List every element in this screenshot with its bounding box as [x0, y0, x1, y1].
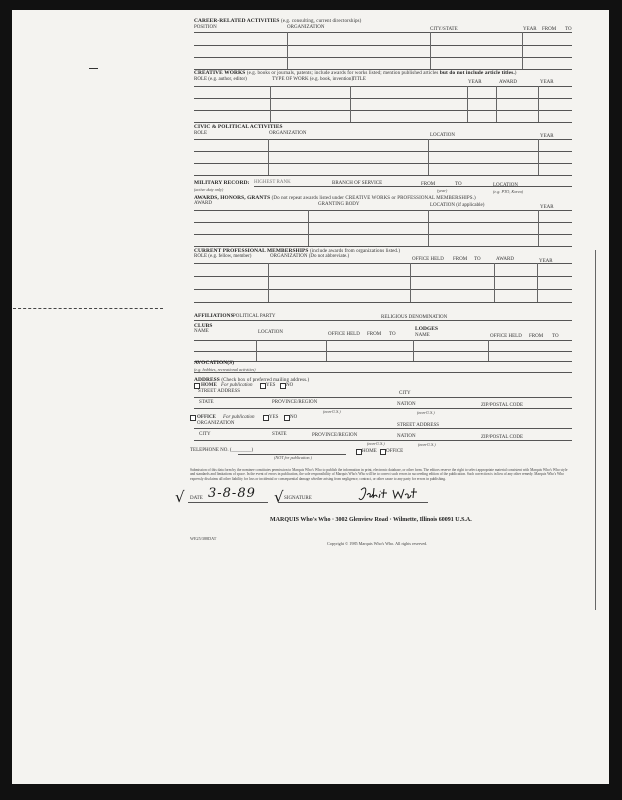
clubs-row-line — [194, 340, 572, 341]
signature-label: SIGNATURE — [284, 496, 312, 501]
form-code: WE25/388DAT — [190, 536, 217, 541]
career-col-from: FROM — [542, 27, 557, 32]
footer-address: MARQUIS Who's Who · 3002 Glenview Road · Wilmette, Illinois 60091 U.S.A. — [270, 517, 472, 523]
military-highest-rank: HIGHEST RANK — [254, 180, 291, 185]
memberships-title: CURRENT PROFESSIONAL MEMBERSHIPS (include awards from organizations listed.) — [194, 248, 401, 254]
creative-col-divider — [538, 86, 539, 122]
civic-row-line — [194, 163, 572, 164]
office-label: OFFICE — [197, 415, 216, 420]
memberships-col-role: ROLE (e.g. fellow, member) — [194, 254, 252, 259]
memberships-col-year: YEAR — [539, 259, 553, 264]
creative-col-divider — [270, 86, 271, 122]
office-org-line — [194, 428, 572, 429]
home-label: HOME — [201, 383, 217, 388]
creative-col-year: YEAR — [468, 80, 482, 85]
military-location: LOCATION — [493, 183, 518, 188]
awards-row-line — [194, 222, 572, 223]
avocations-hint: (e.g. hobbies, recreational activities) — [194, 367, 256, 372]
memberships-col-divider — [268, 263, 269, 302]
home-state-line — [194, 408, 572, 409]
civic-row-line — [194, 139, 572, 140]
military-year-hint: (year) — [437, 188, 448, 193]
civic-col-divider — [428, 139, 429, 175]
awards-title: AWARDS, HONORS, GRANTS (Do not repeat awards listed under CREATIVE WORKS or PROFESSIONAL MEMBERSHIPS.) — [194, 195, 476, 201]
date-value: 3-8-89 — [208, 486, 256, 501]
creative-col-title: TITLE — [352, 77, 366, 82]
civic-row-line — [194, 175, 572, 176]
memberships-col-from: FROM — [453, 257, 468, 262]
military-location-hint: (e.g. PTO, Korea) — [493, 189, 524, 194]
clubs-col-divider — [326, 340, 327, 361]
civic-col-year: YEAR — [540, 134, 554, 139]
career-row-line — [194, 32, 572, 33]
creative-row-line — [194, 122, 572, 123]
creative-col-role: ROLE (e.g. author, editor) — [194, 77, 247, 82]
career-col-to: TO — [565, 27, 572, 32]
clubs-col-name: NAME — [194, 329, 209, 334]
office-nation-non-us: (non-U.S.) — [418, 442, 436, 447]
affiliations-title: AFFILIATIONS — [194, 313, 234, 319]
date-line — [188, 502, 268, 503]
memberships-col-to: TO — [474, 257, 481, 262]
career-row-line — [194, 45, 572, 46]
awards-col-divider — [308, 210, 309, 246]
awards-col-year: YEAR — [540, 205, 554, 210]
telephone-label: TELEPHONE NO. (________) — [190, 448, 254, 453]
lodges-col-office: OFFICE HELD — [490, 334, 522, 339]
lodges-col-name: NAME — [415, 333, 430, 338]
home-city-label: CITY — [399, 391, 411, 396]
creative-col-type: TYPE OF WORK (e.g. book, invention) — [272, 77, 354, 82]
creative-col-divider — [496, 86, 497, 122]
lodges-col-from: FROM — [529, 334, 544, 339]
awards-col-granting-body: GRANTING BODY — [318, 202, 360, 207]
telephone-not-for-pub: (NOT for publication.) — [274, 455, 312, 460]
clubs-col-divider — [256, 340, 257, 361]
disclaimer-text: Submission of this data form by the nominee constitutes permission to Marquis Who's Who to publish the information in print, electronic database, or other form. The editors reserve the right to select appropriate material consistent with Marquis Who's Who style and standards and limitations of space. In the event of errors in publication, the sole responsibility of Marquis Who's Who will be to correct such errors in succeeding edition of the publication. Such correction is in lieu of any other remedy. Marquis Who's Who expressly disclaims all other liability for loss or incidental or consequential damage whether arising from negligence, contract, or other cause to any party for errors in publishing. — [190, 468, 568, 481]
copyright: Copyright © 1985 Marquis Who's Who. All rights reserved. — [327, 541, 428, 546]
career-col-organization: ORGANIZATION — [287, 25, 325, 30]
career-row-line — [194, 57, 572, 58]
handwritten-signature — [357, 484, 425, 504]
civic-col-divider — [538, 139, 539, 175]
office-for-publication: For publication — [223, 415, 255, 420]
home-province-label: PROVINCE/REGION — [272, 400, 318, 405]
office-street-label: STREET ADDRESS — [397, 423, 439, 428]
affiliations-line — [194, 320, 572, 321]
military-from: FROM — [421, 182, 436, 187]
home-for-publication: For publication — [221, 383, 253, 388]
career-title: CAREER-RELATED ACTIVITIES (e.g. consulting, current directorships) — [194, 18, 362, 24]
office-yes-label: YES — [269, 415, 279, 420]
creative-row-line — [194, 98, 572, 99]
memberships-col-award: AWARD — [496, 257, 514, 262]
memberships-col-divider — [494, 263, 495, 302]
awards-col-location: LOCATION (if applicable) — [430, 203, 485, 208]
clubs-col-to: TO — [389, 332, 396, 337]
margin-tick — [89, 68, 98, 69]
civic-col-organization: ORGANIZATION — [269, 131, 307, 136]
memberships-col-divider — [537, 263, 538, 302]
creative-col-award: AWARD — [499, 80, 517, 85]
creative-row-line — [194, 86, 572, 87]
memberships-row-line — [194, 276, 572, 277]
signature-check-mark: √ — [274, 488, 284, 506]
home-no-label: NO — [286, 383, 294, 388]
home-zip-label: ZIP/POSTAL CODE — [481, 403, 524, 408]
lodges-title: LODGES — [415, 326, 439, 332]
creative-col-divider — [350, 86, 351, 122]
office-province-non-us: (non-U.S.) — [367, 441, 385, 446]
career-col-position: POSITION — [194, 25, 217, 30]
form-page — [12, 10, 609, 784]
awards-row-line — [194, 246, 572, 247]
home-yes-label: YES — [266, 383, 276, 388]
office-city-label: CITY — [199, 432, 211, 437]
telephone-office-label: OFFICE — [386, 449, 404, 454]
home-street-label: STREET ADDRESS — [198, 389, 240, 394]
office-state-label: STATE — [272, 432, 287, 437]
date-label: DATE — [190, 496, 203, 501]
memberships-row-line — [194, 302, 572, 303]
affiliations-political: POLITICAL PARTY — [233, 314, 276, 319]
awards-row-line — [194, 210, 572, 211]
clubs-col-divider — [488, 340, 489, 361]
home-nation-non-us: (non-U.S.) — [417, 410, 435, 415]
career-col-city-state: CITY/STATE — [430, 27, 458, 32]
lodges-col-to: TO — [552, 334, 559, 339]
military-branch: BRANCH OF SERVICE — [332, 181, 383, 186]
office-address-checkbox[interactable] — [190, 415, 196, 421]
margin-tick — [13, 308, 163, 309]
military-title: MILITARY RECORD: — [194, 180, 250, 186]
clubs-row-line — [194, 351, 572, 352]
creative-col-divider — [467, 86, 468, 122]
avocations-line — [194, 372, 572, 373]
awards-row-line — [194, 234, 572, 235]
clubs-title: CLUBS — [194, 323, 213, 329]
memberships-col-organization: ORGANIZATION (Do not abbreviate.) — [270, 254, 350, 259]
home-province-non-us: (non-U.S.) — [323, 409, 341, 414]
civic-col-location: LOCATION — [430, 133, 455, 138]
career-col-divider — [287, 32, 288, 69]
home-street-line — [194, 397, 572, 398]
memberships-row-line — [194, 289, 572, 290]
clubs-col-divider — [413, 340, 414, 361]
civic-col-divider — [268, 139, 269, 175]
office-nation-label: NATION — [397, 434, 416, 439]
avocations-title: AVOCATION(S) — [194, 360, 235, 366]
office-zip-label: ZIP/POSTAL CODE — [481, 435, 524, 440]
civic-col-role: ROLE — [194, 131, 208, 136]
office-province-label: PROVINCE/REGION — [312, 433, 358, 438]
military-active-duty: (active duty only) — [194, 187, 224, 192]
career-col-divider — [522, 32, 523, 69]
civic-row-line — [194, 151, 572, 152]
address-title: ADDRESS (Check box of preferred mailing address.) — [194, 377, 310, 383]
clubs-col-office: OFFICE HELD — [328, 332, 360, 337]
creative-row-line — [194, 110, 572, 111]
career-col-year: YEAR — [523, 27, 537, 32]
awards-col-divider — [538, 210, 539, 246]
creative-title: CREATIVE WORKS (e.g. books or journals, patents; include awards for works listed; mention published articles but do not include article titles.) — [194, 70, 517, 76]
military-line — [254, 186, 572, 187]
office-no-label: NO — [290, 415, 298, 420]
clubs-col-from: FROM — [367, 332, 382, 337]
awards-col-divider — [428, 210, 429, 246]
awards-col-award: AWARD — [194, 201, 212, 206]
affiliations-religious: RELIGIOUS DENOMINATION — [381, 315, 448, 320]
memberships-col-office: OFFICE HELD — [412, 257, 444, 262]
clubs-row-line — [194, 361, 572, 362]
memberships-col-divider — [410, 263, 411, 302]
memberships-row-line — [194, 263, 572, 264]
date-check-mark: √ — [175, 488, 185, 506]
office-organization-label: ORGANIZATION — [197, 421, 235, 426]
home-state-label: STATE — [199, 400, 214, 405]
career-col-divider — [430, 32, 431, 69]
military-to: TO — [455, 182, 462, 187]
clubs-col-location: LOCATION — [258, 330, 283, 335]
civic-title: CIVIC & POLITICAL ACTIVITIES — [194, 124, 283, 130]
home-nation-label: NATION — [397, 402, 416, 407]
creative-col-year-2: YEAR — [540, 80, 554, 85]
telephone-home-label: HOME — [362, 449, 377, 454]
page-edge-line — [595, 250, 596, 610]
